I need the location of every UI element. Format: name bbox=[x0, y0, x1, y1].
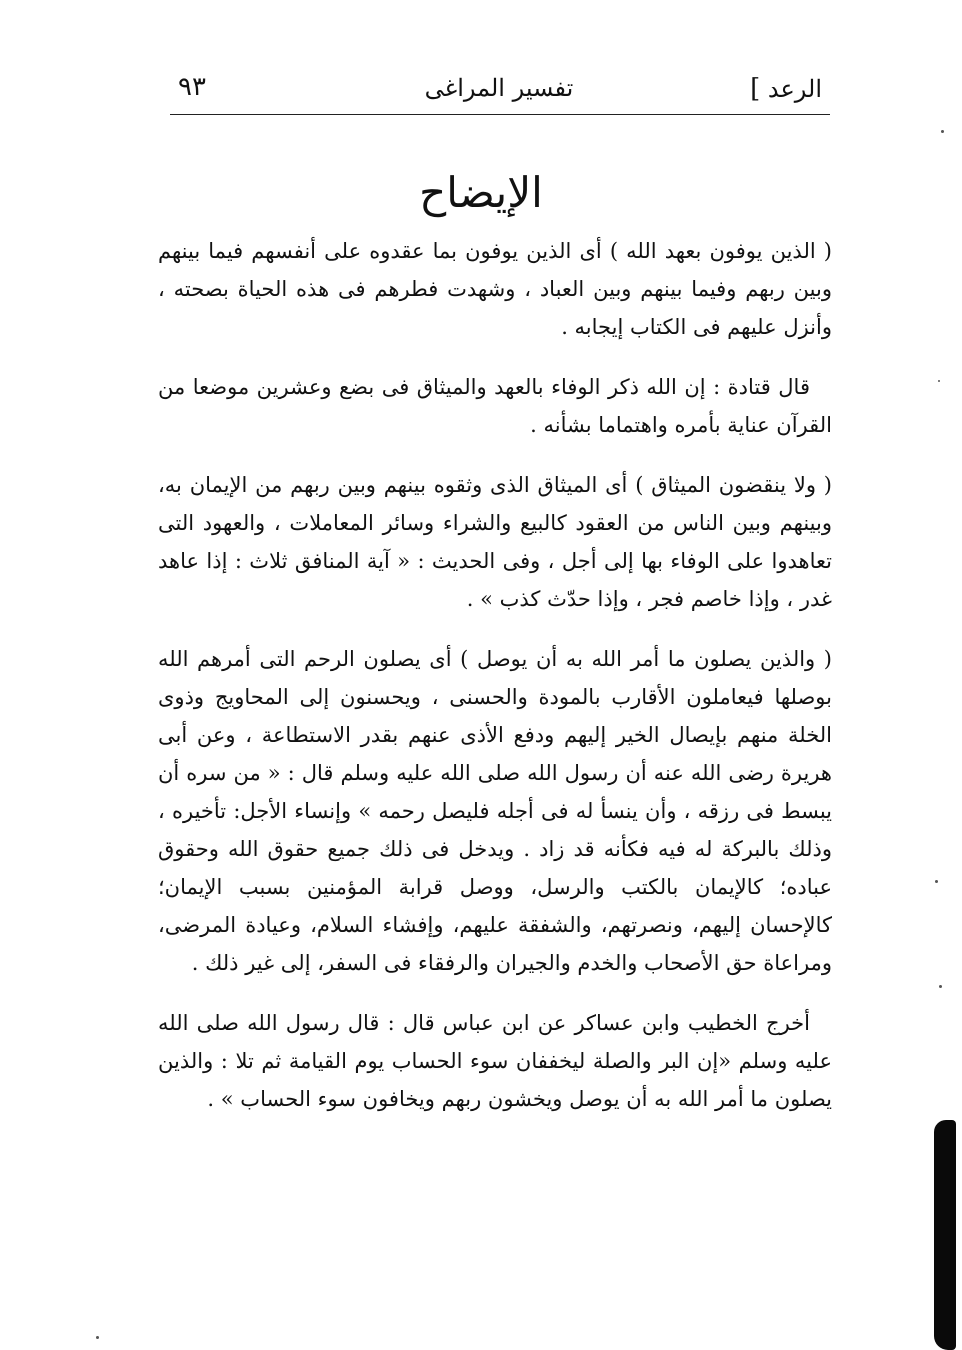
header-book-title: تفسير المراغى bbox=[424, 74, 574, 102]
scan-speck bbox=[938, 380, 940, 382]
section-title: الإيضاح bbox=[419, 168, 543, 217]
header-surah-name: الرعد bbox=[767, 75, 822, 103]
running-header bbox=[170, 72, 828, 112]
header-bracket: ] bbox=[750, 74, 761, 104]
page-number: ٩٣ bbox=[178, 72, 206, 102]
paragraph-5: أخرج الخطيب وابن عساكر عن ابن عباس قال : قال رسول الله صلى الله عليه وسلم «إن البر والصلة ليخففان سوء الحساب يوم القيامة ثم تلا : والذين يصلون ما أمر الله به أن يوصل ويخشون ربهم ويخافون سوء الحساب » . bbox=[158, 1011, 832, 1111]
scan-speck bbox=[935, 880, 938, 883]
header-rule bbox=[170, 114, 830, 115]
paragraph-4: ( والذين يصلون ما أمر الله به أن يوصل ) أى يصلون الرحم التى أمرهم الله بوصلها فيعاملون الأقارب بالمودة والحسنى ، ويحسنون إلى المحاويج وذوى الخلة منهم بإيصال الخير إليهم ودفع الأذى عنهم بقدر الاستطاعة ، وعن أبى هريرة رضى الله عنه أن رسول الله صلى الله عليه وسلم قال : « من سره أن يبسط فى رزقه ، وأن ينسأ له فى أجله فليصل رحمه » وإنساء الأجل: تأخيره ، وذلك بالبركة له فيه فكأنه قد زاد . ويدخل فى ذلك جميع حقوق الله وحقوق عباده؛ كالإيمان بالكتب والرسل، ووصل قرابة المؤمنين بسبب الإيمان؛ كالإحسان إليهم، ونصرتهم، والشفقة عليهم، وإفشاء السلام، وعيادة المرضى، ومراعاة حق الأصحاب والخدم والجيران والرفقاء فى السفر، إلى غير ذلك . bbox=[158, 647, 832, 975]
scan-speck bbox=[941, 130, 944, 133]
body-text bbox=[158, 232, 832, 1118]
paragraph-1: ( الذين يوفون بعهد الله ) أى الذين يوفون بما عقدوه على أنفسهم فيما بينهم وبين ربهم وفيما بينهم وبين العباد ، وشهدت فطرهم فى هذه الحياة بصحته ، وأنزل عليهم فى الكتاب إيجابه . bbox=[158, 239, 832, 339]
paragraph-3: ( ولا ينقضون الميثاق ) أى الميثاق الذى وثقوه بينهم وبين ربهم من الإيمان به، وبينهم وبين الناس من العقود كالبيع والشراء وسائر المعاملات ، والعهود التى تعاهدوا على الوفاء بها إلى أجل ، وفى الحديث : « آية المنافق ثلاث : إذا عاهد غدر ، وإذا خاصم فجر ، وإذا حدّث كذب » . bbox=[158, 473, 832, 611]
paragraph-2: قال قتادة : إن الله ذكر الوفاء بالعهد والميثاق فى بضع وعشرين موضعا من القرآن عناية بأمره واهتماما بشأنه . bbox=[158, 375, 832, 437]
scan-speck bbox=[939, 985, 942, 988]
scan-edge-shadow bbox=[934, 1120, 956, 1350]
scan-speck bbox=[96, 1336, 99, 1339]
